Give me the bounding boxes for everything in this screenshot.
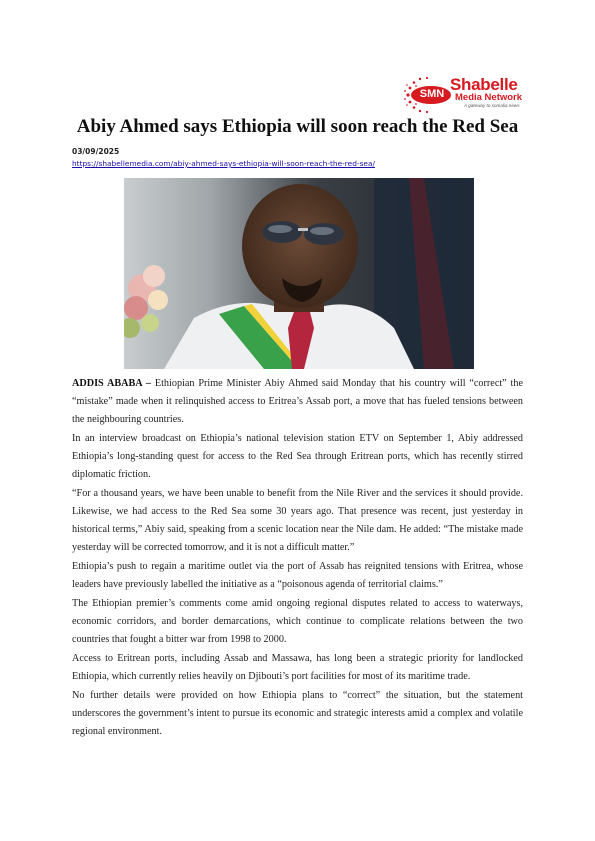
logo-name: Shabelle xyxy=(450,75,518,94)
logo-tagline: A gateway to somalia news xyxy=(464,103,520,108)
article-body xyxy=(72,375,523,742)
article-paragraph: Ethiopia’s push to regain a maritime outlet via the port of Assab has reignited tensions with Eritrea, whose leaders have previously labelled the initiative as a “poisonous agenda of territorial claims.” xyxy=(72,561,523,590)
article-paragraph: “For a thousand years, we have been unable to benefit from the Nile River and the services it should provide. Likewise, we had access to the Red Sea some 30 years ago. That presence was recent, just yesterday in historical terms,” Abiy said, speaking from a scenic location near the Nile dam. He added: “The mistake made yesterday will be corrected tomorrow, and it is not a difficult matter.” xyxy=(72,488,523,553)
article-paragraph: No further details were provided on how Ethiopia plans to “correct” the situation, but the statement underscores the government’s intent to pursue its economic and strategic interests amid a complex and volatile regional environment. xyxy=(72,690,523,737)
article-paragraph: In an interview broadcast on Ethiopia’s national television station ETV on September 1, Abiy addressed Ethiopia’s long-standing quest for access to the Red Sea through Eritrean ports, which has recently stirred diplomatic friction. xyxy=(72,433,523,480)
logo-emblem xyxy=(402,76,454,114)
shabelle-media-logo xyxy=(402,75,523,114)
article-paragraph: The Ethiopian premier’s comments come amid ongoing regional disputes related to access to waterways, economic corridors, and border demarcations, which continue to complicate relations between the two countries that fought a bitter war from 1998 to 2000. xyxy=(72,598,523,645)
article-title: Abiy Ahmed says Ethiopia will soon reach the Red Sea xyxy=(76,116,519,137)
article-paragraph: Access to Eritrean ports, including Assab and Massawa, has long been a strategic priority for landlocked Ethiopia, which currently relies heavily on Djibouti’s port facilities for most of its maritime trade. xyxy=(72,653,523,682)
dateline: ADDIS ABABA – xyxy=(72,378,152,389)
article-photo xyxy=(124,178,474,369)
logo-subtitle: Media Network xyxy=(455,92,523,103)
logo-initials: SMN xyxy=(419,88,445,100)
article-date: 03/09/2025 xyxy=(72,147,120,156)
article-paragraph: ADDIS ABABA – Ethiopian Prime Minister Abiy Ahmed said Monday that his country will “correct” the “mistake” made when it relinquished access to Eritrea’s Assab port, a move that has fueled tensions between the neighbouring countries. xyxy=(72,378,523,425)
article-url-link[interactable]: https://shabellemedia.com/abiy-ahmed-says-ethiopia-will-soon-reach-the-red-sea/ xyxy=(72,159,375,168)
